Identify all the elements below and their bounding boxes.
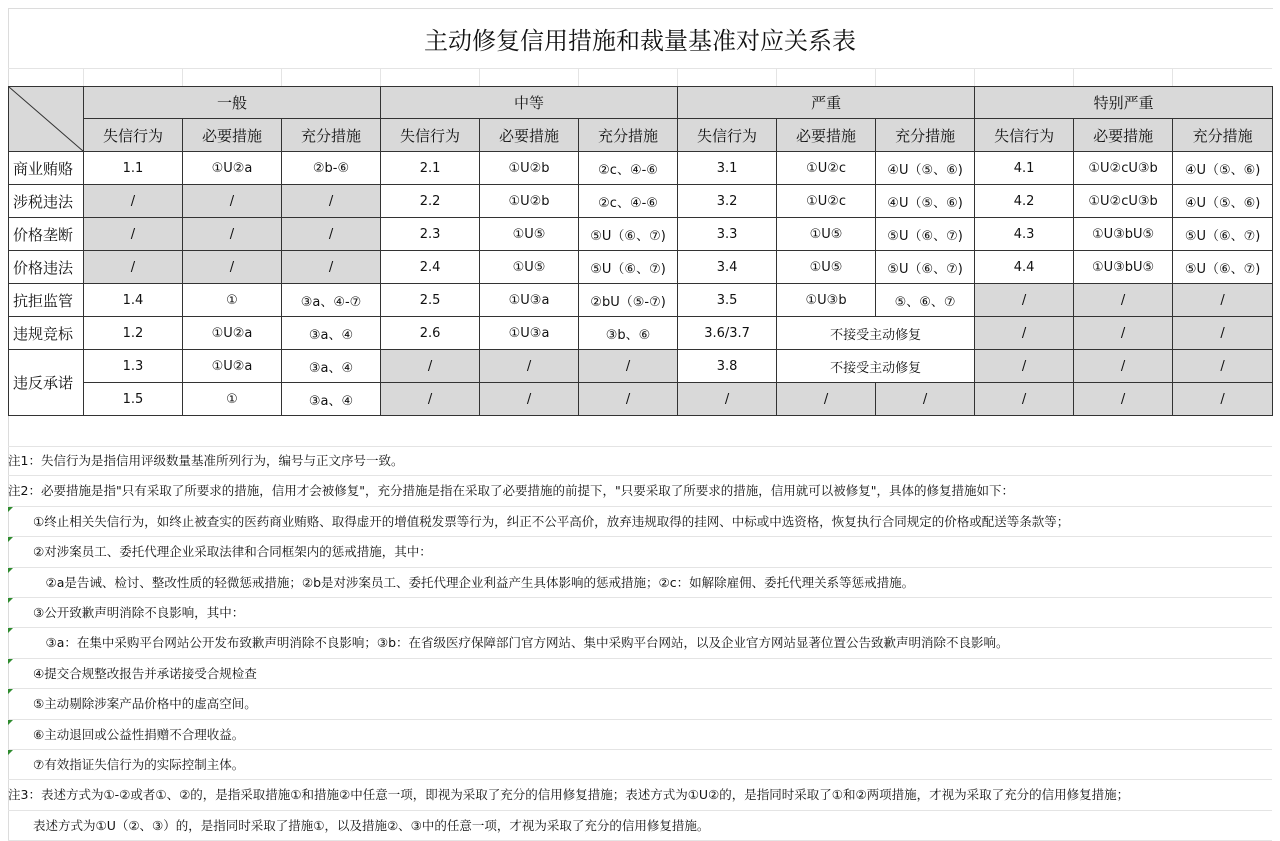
table-cell[interactable]: /: [84, 218, 183, 251]
table-cell[interactable]: 2.4: [381, 251, 480, 284]
table-cell[interactable]: /: [480, 350, 579, 383]
table-cell[interactable]: /: [975, 383, 1074, 416]
measures-table: [8, 86, 1273, 416]
table-cell[interactable]: ①U⑤: [777, 218, 876, 251]
table-cell[interactable]: 3.8: [678, 350, 777, 383]
table-cell[interactable]: /: [1173, 383, 1273, 416]
table-cell[interactable]: ③a、④: [282, 317, 381, 350]
category-cell[interactable]: 商业贿赂: [9, 152, 84, 185]
table-cell[interactable]: 1.4: [84, 284, 183, 317]
group-header-row: [9, 87, 1273, 119]
sub-header[interactable]: 失信行为: [381, 119, 480, 152]
table-cell[interactable]: ⑤U（⑥、⑦): [876, 251, 975, 284]
group-header[interactable]: 特别严重: [975, 87, 1273, 119]
sub-header[interactable]: 失信行为: [678, 119, 777, 152]
table-cell[interactable]: ①U③a: [480, 284, 579, 317]
table-cell[interactable]: ①U⑤: [777, 251, 876, 284]
table-cell[interactable]: 3.3: [678, 218, 777, 251]
table-cell[interactable]: ①U②cU③b: [1074, 185, 1173, 218]
table-cell[interactable]: /: [1173, 317, 1273, 350]
note-line[interactable]: [8, 537, 1272, 567]
sub-header[interactable]: 必要措施: [480, 119, 579, 152]
table-cell[interactable]: /: [282, 218, 381, 251]
category-cell[interactable]: 违规竞标: [9, 317, 84, 350]
note-line[interactable]: [8, 507, 1272, 537]
table-cell[interactable]: ①U②a: [183, 317, 282, 350]
table-cell[interactable]: /: [975, 350, 1074, 383]
note-text: 注2：必要措施是指"只有采取了所要求的措施，信用才会被修复"，充分措施是指在采取了必要措施的前提下，"只要采取了所要求的措施，信用就可以被修复"，具体的修复措施如下：: [8, 483, 1014, 499]
table-cell[interactable]: 3.4: [678, 251, 777, 284]
sub-header[interactable]: 充分措施: [579, 119, 678, 152]
table-cell[interactable]: 2.1: [381, 152, 480, 185]
note-line[interactable]: [8, 476, 1272, 506]
sub-header[interactable]: 必要措施: [183, 119, 282, 152]
table-cell[interactable]: 2.6: [381, 317, 480, 350]
note-text: ③a：在集中采购平台网站公开发布致歉声明消除不良影响；③b：在省级医疗保障部门官方网站、集中采购平台网站，以及企业官方网站显著位置公告致歉声明消除不良影响。: [8, 635, 1009, 651]
table-cell[interactable]: ①U②a: [183, 350, 282, 383]
table-cell[interactable]: ⑤U（⑥、⑦): [1173, 251, 1273, 284]
sub-header[interactable]: 失信行为: [975, 119, 1074, 152]
table-cell[interactable]: ④U（⑤、⑥): [876, 185, 975, 218]
table-cell[interactable]: 2.3: [381, 218, 480, 251]
sub-header[interactable]: 充分措施: [876, 119, 975, 152]
note-line[interactable]: [8, 750, 1272, 780]
group-header[interactable]: 一般: [84, 87, 381, 119]
category-cell[interactable]: 抗拒监管: [9, 284, 84, 317]
comment-marker-icon: [8, 598, 13, 603]
table-cell[interactable]: ④U（⑤、⑥): [1173, 152, 1273, 185]
table-cell[interactable]: ①U③a: [480, 317, 579, 350]
table-cell[interactable]: ①U②b: [480, 185, 579, 218]
blank-grid-row: [8, 68, 1272, 87]
table-cell[interactable]: ①U②cU③b: [1074, 152, 1173, 185]
table-cell[interactable]: ③a、④: [282, 350, 381, 383]
table-cell[interactable]: /: [975, 317, 1074, 350]
notes-section: [8, 446, 1272, 841]
note-line[interactable]: [8, 689, 1272, 719]
group-header[interactable]: 严重: [678, 87, 975, 119]
table-cell[interactable]: 2.5: [381, 284, 480, 317]
table-cell[interactable]: /: [183, 185, 282, 218]
table-cell[interactable]: ①U③bU⑤: [1074, 251, 1173, 284]
table-cell[interactable]: ②bU（⑤-⑦): [579, 284, 678, 317]
sub-header[interactable]: 必要措施: [777, 119, 876, 152]
group-header[interactable]: 中等: [381, 87, 678, 119]
table-cell[interactable]: ⑤U（⑥、⑦): [579, 218, 678, 251]
table-cell[interactable]: /: [480, 383, 579, 416]
comment-marker-icon: [8, 537, 13, 542]
note-text: ②a是告诫、检讨、整改性质的轻微惩戒措施；②b是对涉案员工、委托代理企业利益产生具体影响的惩戒措施；②c：如解除雇佣、委托代理关系等惩戒措施。: [8, 574, 915, 590]
table-cell[interactable]: /: [1074, 350, 1173, 383]
sub-header-row: [9, 119, 1273, 152]
note-text: ⑦有效指证失信行为的实际控制主体。: [8, 756, 245, 772]
table-cell[interactable]: ②c、④-⑥: [579, 152, 678, 185]
table-cell[interactable]: 3.5: [678, 284, 777, 317]
table-cell[interactable]: 2.2: [381, 185, 480, 218]
table-row: [9, 251, 1273, 284]
table-cell[interactable]: ①: [183, 284, 282, 317]
table-cell[interactable]: 1.5: [84, 383, 183, 416]
table-cell[interactable]: /: [183, 251, 282, 284]
table-cell[interactable]: /: [876, 383, 975, 416]
note-line[interactable]: [8, 598, 1272, 628]
table-cell[interactable]: ②c、④-⑥: [579, 185, 678, 218]
sub-header[interactable]: 充分措施: [282, 119, 381, 152]
table-cell[interactable]: 1.2: [84, 317, 183, 350]
note-line[interactable]: [8, 659, 1272, 689]
table-cell[interactable]: /: [678, 383, 777, 416]
table-cell[interactable]: ⑤U（⑥、⑦): [1173, 218, 1273, 251]
table-cell[interactable]: 3.2: [678, 185, 777, 218]
table-cell[interactable]: ⑤U（⑥、⑦): [876, 218, 975, 251]
comment-marker-icon: [8, 507, 13, 512]
table-cell[interactable]: /: [975, 284, 1074, 317]
category-cell[interactable]: 涉税违法: [9, 185, 84, 218]
table-row: [9, 152, 1273, 185]
table-cell[interactable]: ③a、④: [282, 383, 381, 416]
sub-header[interactable]: 充分措施: [1173, 119, 1273, 152]
sub-header[interactable]: 必要措施: [1074, 119, 1173, 152]
category-cell[interactable]: 价格垄断: [9, 218, 84, 251]
table-cell[interactable]: ①U②c: [777, 152, 876, 185]
comment-marker-icon: [8, 659, 13, 664]
table-row: [9, 284, 1273, 317]
table-cell[interactable]: 4.3: [975, 218, 1074, 251]
note-text: 注3：表述方式为①-②或者①、②的，是指采取措施①和措施②中任意一项，即视为采取了充分的信用修复措施；表述方式为①U②的，是指同时采取了①和②两项措施，才视为采取了充分的信用修复措施；: [8, 787, 1130, 803]
table-cell[interactable]: /: [183, 218, 282, 251]
table-cell[interactable]: 4.2: [975, 185, 1074, 218]
note-text: 表述方式为①U（②、③）的，是指同时采取了措施①，以及措施②、③中的任意一项，才视为采取了充分的信用修复措施。: [8, 817, 710, 833]
table-row: [9, 383, 1273, 416]
table-cell[interactable]: ①U⑤: [480, 251, 579, 284]
table-cell[interactable]: /: [282, 251, 381, 284]
table-cell[interactable]: 1.3: [84, 350, 183, 383]
table-cell[interactable]: ①U②c: [777, 185, 876, 218]
note-text: ①终止相关失信行为，如终止被查实的医药商业贿赂、取得虚开的增值税发票等行为，纠正不公平高价，放弃违规取得的挂网、中标或中选资格，恢复执行合同规定的价格或配送等条款等；: [8, 513, 1070, 529]
sub-header[interactable]: 失信行为: [84, 119, 183, 152]
table-cell[interactable]: ④U（⑤、⑥): [1173, 185, 1273, 218]
comment-marker-icon: [8, 628, 13, 633]
note-text: ④提交合规整改报告并承诺接受合规检查: [8, 665, 257, 681]
note-line[interactable]: [8, 568, 1272, 598]
table-cell[interactable]: ①: [183, 383, 282, 416]
comment-marker-icon: [8, 750, 13, 755]
table-cell[interactable]: 3.6/3.7: [678, 317, 777, 350]
merged-cell[interactable]: 不接受主动修复: [777, 350, 975, 383]
table-cell[interactable]: ②b-⑥: [282, 152, 381, 185]
table-row: [9, 185, 1273, 218]
table-cell[interactable]: ①U②b: [480, 152, 579, 185]
note-line[interactable]: [8, 720, 1272, 750]
table-cell[interactable]: /: [282, 185, 381, 218]
merged-cell[interactable]: 不接受主动修复: [777, 317, 975, 350]
category-cell[interactable]: 价格违法: [9, 251, 84, 284]
comment-marker-icon: [8, 720, 13, 725]
table-cell[interactable]: ⑤U（⑥、⑦): [579, 251, 678, 284]
table-cell[interactable]: /: [1173, 284, 1273, 317]
page-title: 主动修复信用措施和裁量基准对应关系表: [8, 8, 1272, 69]
note-line[interactable]: [8, 780, 1272, 810]
table-cell[interactable]: /: [1074, 317, 1173, 350]
comment-marker-icon: [8, 689, 13, 694]
table-cell[interactable]: /: [777, 383, 876, 416]
diagonal-corner-cell: [9, 87, 84, 152]
table-cell[interactable]: 1.1: [84, 152, 183, 185]
table-cell[interactable]: /: [1074, 383, 1173, 416]
table-cell[interactable]: ①U③b: [777, 284, 876, 317]
note-line[interactable]: [8, 811, 1272, 841]
table-cell[interactable]: /: [1173, 350, 1273, 383]
table-cell[interactable]: 3.1: [678, 152, 777, 185]
note-text: 注1：失信行为是指信用评级数量基准所列行为，编号与正文序号一致。: [8, 453, 404, 468]
table-cell[interactable]: 4.1: [975, 152, 1074, 185]
table-cell[interactable]: /: [381, 350, 480, 383]
blank-grid-row: [8, 414, 1272, 447]
note-line[interactable]: [8, 628, 1272, 658]
table-cell[interactable]: ③a、④-⑦: [282, 284, 381, 317]
comment-marker-icon: [8, 568, 13, 573]
table-cell[interactable]: ④U（⑤、⑥): [876, 152, 975, 185]
note-text: ②对涉案员工、委托代理企业采取法律和合同框架内的惩戒措施，其中：: [8, 544, 432, 560]
table-cell[interactable]: /: [84, 251, 183, 284]
table-cell[interactable]: ③b、⑥: [579, 317, 678, 350]
table-cell[interactable]: ①U②a: [183, 152, 282, 185]
note-line[interactable]: [8, 446, 1272, 476]
table-cell[interactable]: /: [579, 383, 678, 416]
table-cell[interactable]: ⑤、⑥、⑦: [876, 284, 975, 317]
table-row: [9, 218, 1273, 251]
table-cell[interactable]: /: [1074, 284, 1173, 317]
table-cell[interactable]: ①U③bU⑤: [1074, 218, 1173, 251]
table-cell[interactable]: 4.4: [975, 251, 1074, 284]
table-row: [9, 350, 1273, 383]
category-cell[interactable]: 违反承诺: [9, 350, 84, 416]
table-cell[interactable]: /: [579, 350, 678, 383]
note-text: ⑤主动剔除涉案产品价格中的虚高空间。: [8, 696, 257, 712]
note-text: ⑥主动退回或公益性捐赠不合理收益。: [8, 726, 245, 742]
table-cell[interactable]: ①U⑤: [480, 218, 579, 251]
table-row: [9, 317, 1273, 350]
table-cell[interactable]: /: [84, 185, 183, 218]
note-text: ③公开致歉声明消除不良影响，其中：: [8, 604, 245, 620]
table-cell[interactable]: /: [381, 383, 480, 416]
